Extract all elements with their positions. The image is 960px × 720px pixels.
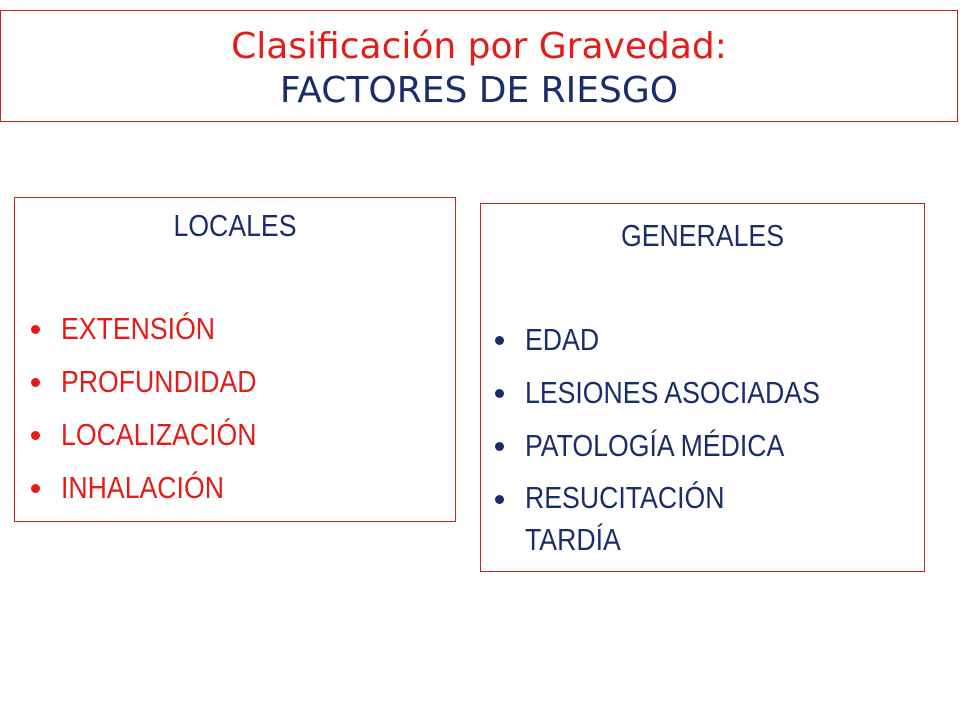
bullet-icon [495,336,504,345]
list-item: PATOLOGÍA MÉDICA [493,428,868,463]
list-item: EDAD [493,322,868,357]
bullet-icon [495,442,504,451]
list-item: RESUCITACIÓN TARDÍA [493,481,868,561]
generales-heading: GENERALES [621,218,784,253]
title-box [0,10,958,122]
bullet-icon [31,378,40,387]
bullet-icon [495,389,504,398]
bullet-icon [31,431,40,440]
bullet-icon [31,325,40,334]
list-item: INHALACIÓN [29,470,288,505]
list-item: LOCALIZACIÓN [29,417,288,452]
locales-list [29,311,288,523]
title-main: Clasificación por Gravedad: [231,26,727,67]
title-subtitle: FACTORES DE RIESGO [279,70,679,111]
generales-list [493,322,868,579]
list-item: EXTENSIÓN [29,311,288,346]
bullet-icon [31,484,40,493]
locales-panel [14,197,456,522]
list-item: PROFUNDIDAD [29,364,288,399]
generales-panel [480,203,925,572]
locales-heading: LOCALES [173,208,297,243]
list-item: LESIONES ASOCIADAS [493,375,868,410]
bullet-icon [495,495,504,504]
